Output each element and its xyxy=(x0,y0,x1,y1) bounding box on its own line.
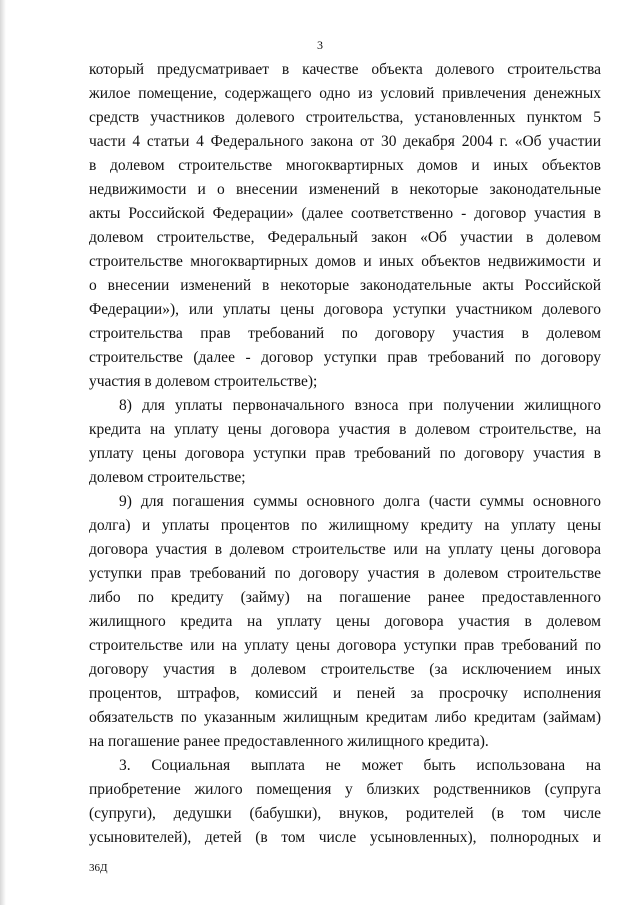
paragraph-continuation xyxy=(89,58,601,394)
text-line: 3. Социальная выплата не может быть использована на xyxy=(119,757,601,774)
text-line: в долевом строительстве многоквартирных домов и иных объектов xyxy=(89,157,601,174)
text-line: жилищного кредита на уплату цены договора участия в долевом xyxy=(89,613,601,630)
text-line: обязательств по указанным жилищным кредитам либо кредитам (займам) xyxy=(89,709,601,726)
document-body xyxy=(89,58,601,850)
text-line: недвижимости и о внесении изменений в некоторые законодательные xyxy=(89,181,601,198)
text-line: процентов, штрафов, комиссий и пеней за просрочку исполнения xyxy=(89,685,601,702)
text-line: средств участников долевого строительства, установленных пунктом 5 xyxy=(89,109,601,126)
text-line: строительства прав требований по договору участия в долевом xyxy=(89,325,601,342)
text-line: части 4 статьи 4 Федерального закона от 30 декабря 2004 г. «Об участии xyxy=(89,133,601,150)
text-line: 8) для уплаты первоначального взноса при получении жилищного xyxy=(119,397,601,414)
text-line: строительстве или на уплату цены договора уступки прав требований по xyxy=(89,637,601,654)
footer-code: 36Д xyxy=(89,862,108,874)
text-line: который предусматривает в качестве объекта долевого строительства xyxy=(89,61,601,78)
text-line: о внесении изменений в некоторые законодательные акты Российской xyxy=(89,277,601,294)
text-line: договору участия в долевом строительстве (за исключением иных xyxy=(89,661,601,678)
text-line: кредита на уплату цены договора участия в долевом строительстве, на xyxy=(89,421,601,438)
text-line: приобретение жилого помещения у близких родственников (супруга xyxy=(89,781,601,798)
text-line: (супруги), дедушки (бабушки), внуков, родителей (в том числе xyxy=(89,805,601,822)
text-line: участия в долевом строительстве); xyxy=(89,373,318,390)
text-line: либо по кредиту (займу) на погашение ранее предоставленного xyxy=(89,589,601,606)
text-line: Федерации»), или уплаты цены договора уступки участником долевого xyxy=(89,301,601,318)
text-line: 9) для погашения суммы основного долга (части суммы основного xyxy=(119,493,601,510)
paragraph-item-8 xyxy=(89,394,601,490)
paragraph-item-9 xyxy=(89,490,601,754)
scan-edge-shadow xyxy=(0,0,6,905)
text-line: долевом строительстве, Федеральный закон «Об участии в долевом xyxy=(89,229,601,246)
text-line: договора участия в долевом строительстве или на уплату цены договора xyxy=(89,541,601,558)
text-line: долевом строительстве; xyxy=(89,469,246,486)
page-number: 3 xyxy=(317,38,323,52)
text-line: уплату цены договора уступки прав требований по договору участия в xyxy=(89,445,601,462)
text-line: уступки прав требований по договору участия в долевом строительстве xyxy=(89,565,601,582)
text-line: на погашение ранее предоставленного жилищного кредита). xyxy=(89,733,489,750)
text-line: строительстве (далее - договор уступки прав требований по договору xyxy=(89,349,601,366)
text-line: жилое помещение, содержащего одно из условий привлечения денежных xyxy=(89,85,601,102)
text-line: усыновителей), детей (в том числе усыновленных), полнородных и xyxy=(89,829,601,846)
text-line: строительстве многоквартирных домов и иных объектов недвижимости и xyxy=(89,253,601,270)
text-line: долга) и уплаты процентов по жилищному кредиту на уплату цены xyxy=(89,517,601,534)
paragraph-section-3 xyxy=(89,754,601,850)
text-line: акты Российской Федерации» (далее соответственно - договор участия в xyxy=(89,205,601,222)
